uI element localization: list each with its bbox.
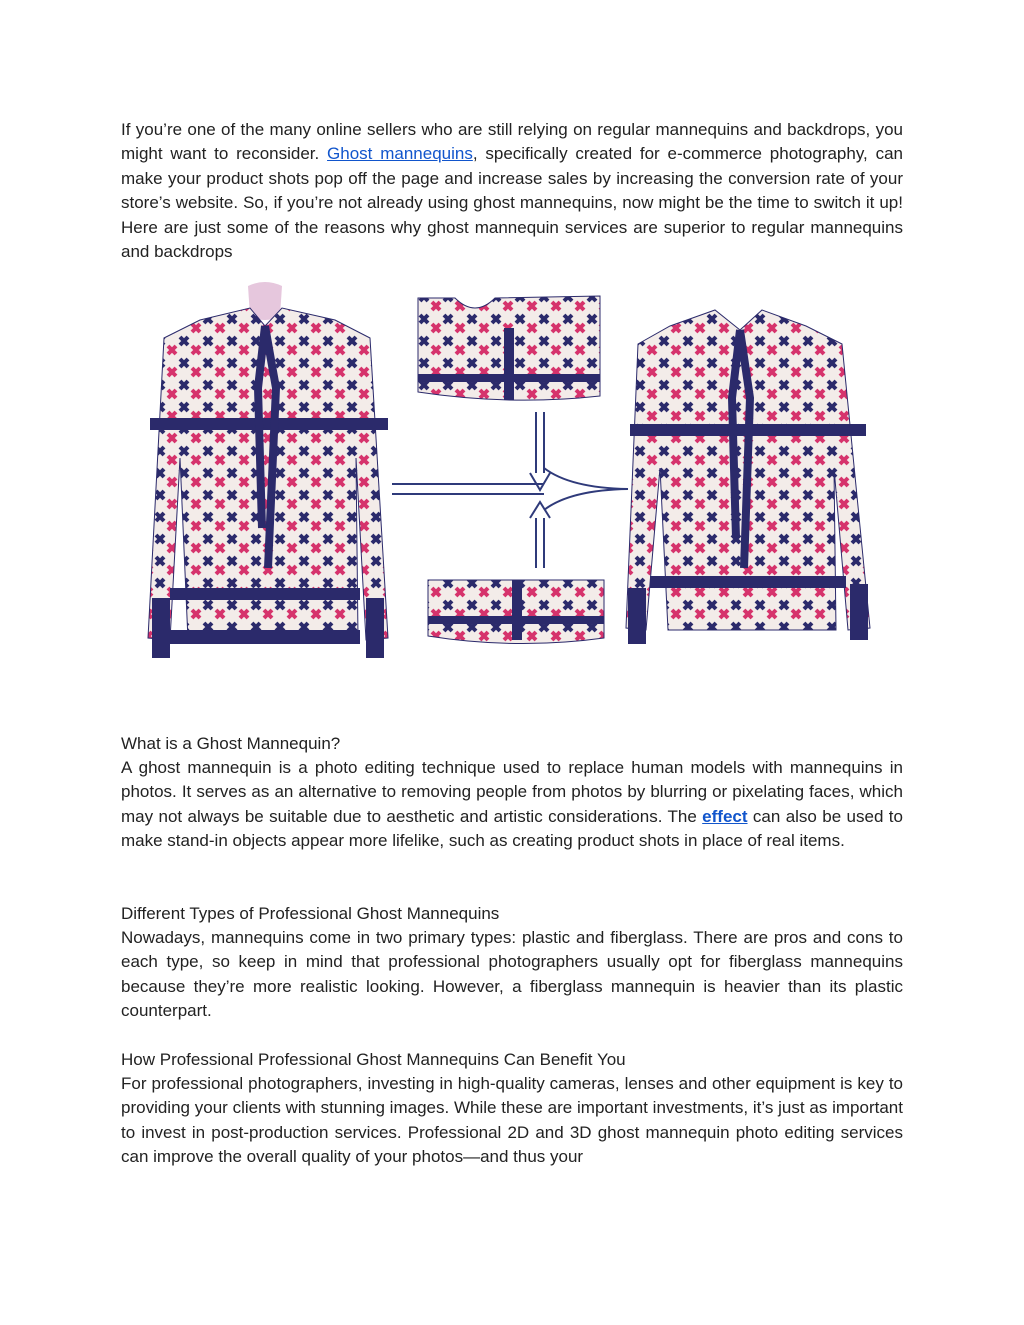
intro-paragraph xyxy=(121,118,903,264)
section-heading-types: Different Types of Professional Ghost Mannequins xyxy=(121,904,500,923)
ghost-mannequin-illustration xyxy=(130,268,908,678)
section-body-what-is xyxy=(121,756,903,854)
section-body-benefit: For professional photographers, investing in high-quality cameras, lenses and other equipment is key to providing your clients with stunning images. While these are important investments, it’s just as important to invest in post-production services. Professional 2D and 3D ghost mannequin photo editing services can improve the overall quality of your photos—and thus your xyxy=(121,1074,903,1167)
section1-text-1: A ghost mannequin is a photo editing technique used to replace human models with mannequins in photos. It serves as an alternative to removing people from photos by blurring or pixelating faces, which may not always be suitable due to aesthetic and artistic considerations. The xyxy=(121,758,903,826)
ghost-mannequin-result-image xyxy=(626,310,870,644)
hem-piece-image xyxy=(428,580,604,644)
section-body-types: Nowadays, mannequins come in two primary types: plastic and fiberglass. There are pros and cons to each type, so keep in mind that professional photographers usually opt for fiberglass mannequins because they’re more realistic looking. However, a fiberglass mannequin is heavier than its plastic counterpart. xyxy=(121,928,903,1021)
collar-piece-image xyxy=(418,296,600,400)
intro-text-2: , specifically created for e-commerce photography, can make your product shots pop off the page and increase sales by increasing the conversion rate of your store’s website. So, if you’re not already using ghost mannequins, now might be the time to switch it up! Here are just some of the reasons why ghost mannequin services are superior to regular mannequins and backdrops xyxy=(121,144,903,262)
shirt-with-mannequin-image xyxy=(148,282,388,658)
ghost-mannequins-link[interactable]: Ghost mannequins xyxy=(327,144,473,164)
intro-text-1: If you’re one of the many online sellers who are still relying on regular mannequins and backdrops, you might want to reconsider. xyxy=(121,120,903,164)
section-heading-what-is: What is a Ghost Mannequin? xyxy=(121,734,341,753)
section1-text-2: can also be used to make stand-in objects appear more lifelike, such as creating product shots in place of real items. xyxy=(121,806,903,851)
section-heading-benefit: How Professional Professional Ghost Mannequins Can Benefit You xyxy=(121,1050,626,1069)
effect-link[interactable]: effect xyxy=(702,806,748,826)
combine-arrows-icon xyxy=(392,412,628,568)
